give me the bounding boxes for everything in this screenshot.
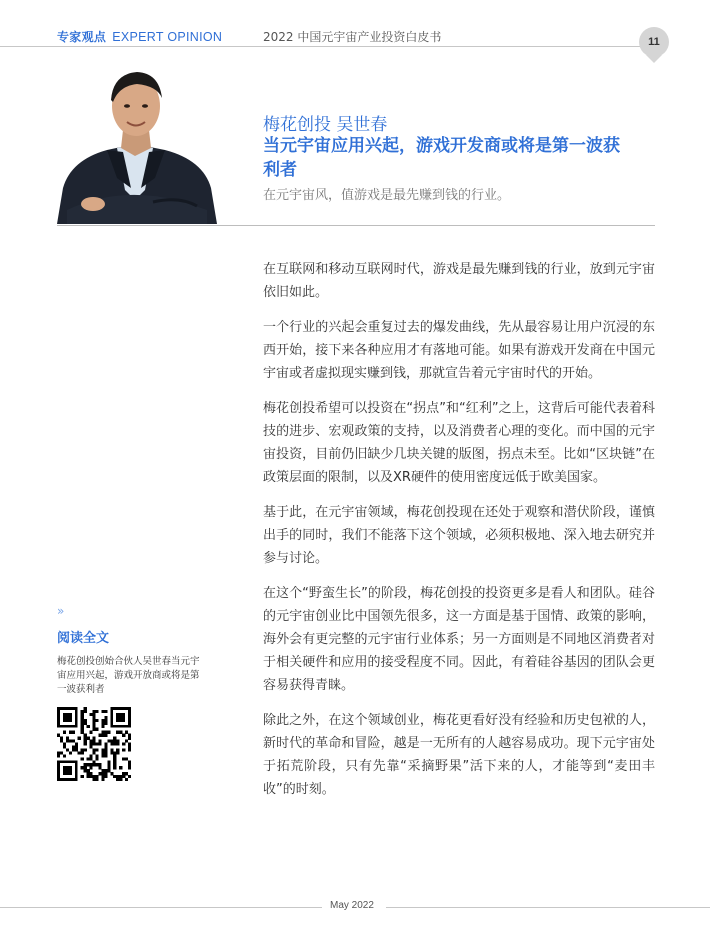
- footer-divider-right: [386, 907, 710, 908]
- body-paragraph: 在这个“野蛮生长”的阶段，梅花创投的投资更多是看人和团队。硅谷的元宇宙创业比中国领先很多，这一方面是基于国情、政策的影响，海外会有更完整的元宇宙行业体系；另一方面则是不同地区消费者对于相关硬件和应用的接受程度不同。因此，有着硅谷基因的团队会更容易获得青睐。: [263, 586, 655, 693]
- read-full-text-description: 梅花创投创始合伙人吴世春当元宇宙应用兴起，游戏开放商或将是第一波获利者: [57, 656, 200, 695]
- footer-date: May 2022: [330, 900, 374, 911]
- footer-divider-left: [0, 907, 322, 908]
- portrait-photo: [57, 60, 217, 224]
- author-name-line: 梅花创投 吴世春: [263, 115, 388, 135]
- body-paragraph: 一个行业的兴起会重复过去的爆发曲线，先从最容易让用户沉浸的东西开始，接下来各种应用才有落地可能。如果有游戏开发商在中国元宇宙或者虚拟现实赚到钱，那就宣告着元宇宙时代的开始。: [263, 320, 655, 381]
- article-headline: 当元宇宙应用兴起，游戏开发商或将是第一波获利者: [263, 136, 620, 180]
- chevron-right-icon: »: [57, 604, 62, 618]
- body-paragraph: 梅花创投希望可以投资在“拐点”和“红利”之上，这背后可能代表着科技的进步、宏观政策的支持，以及消费者心理的变化。而中国的元宇宙投资，目前仍旧缺少几块关键的版图，拐点未至。比如“区块链”在政策层面的限制，以及XR硬件的使用密度远低于欧美国家。: [263, 401, 655, 485]
- body-paragraph: 除此之外，在这个领域创业，梅花更看好没有经验和历史包袱的人，新时代的革命和冒险，越是一无所有的人越容易成功。现下元宇宙处于拓荒阶段，只有先靠“采摘野果”活下来的人，才能等到“麦田丰收”的时刻。: [263, 713, 655, 797]
- title-divider: [57, 225, 655, 226]
- header-divider: [0, 46, 640, 47]
- body-paragraph: 在互联网和移动互联网时代，游戏是最先赚到钱的行业，放到元宇宙依旧如此。: [263, 262, 655, 300]
- qr-code-icon[interactable]: [57, 707, 131, 781]
- page-badge-pointer: [646, 55, 662, 63]
- body-paragraph: 基于此，在元宇宙领域，梅花创投现在还处于观察和潜伏阶段，谨慎出手的同时，我们不能落下这个领域，必须积极地、深入地去研究并参与讨论。: [263, 505, 655, 566]
- section-label-en: EXPERT OPINION: [112, 30, 223, 44]
- section-label: [57, 28, 222, 45]
- article-body: [263, 258, 655, 813]
- document-title: 2022 中国元宇宙产业投资白皮书: [263, 30, 442, 44]
- section-label-cn: 专家观点: [57, 30, 107, 44]
- article-subheading: 在元宇宙风，值游戏是最先赚到钱的行业。: [263, 188, 511, 203]
- page-number-badge: 11: [639, 27, 669, 57]
- read-full-text-link[interactable]: 阅读全文: [57, 631, 110, 646]
